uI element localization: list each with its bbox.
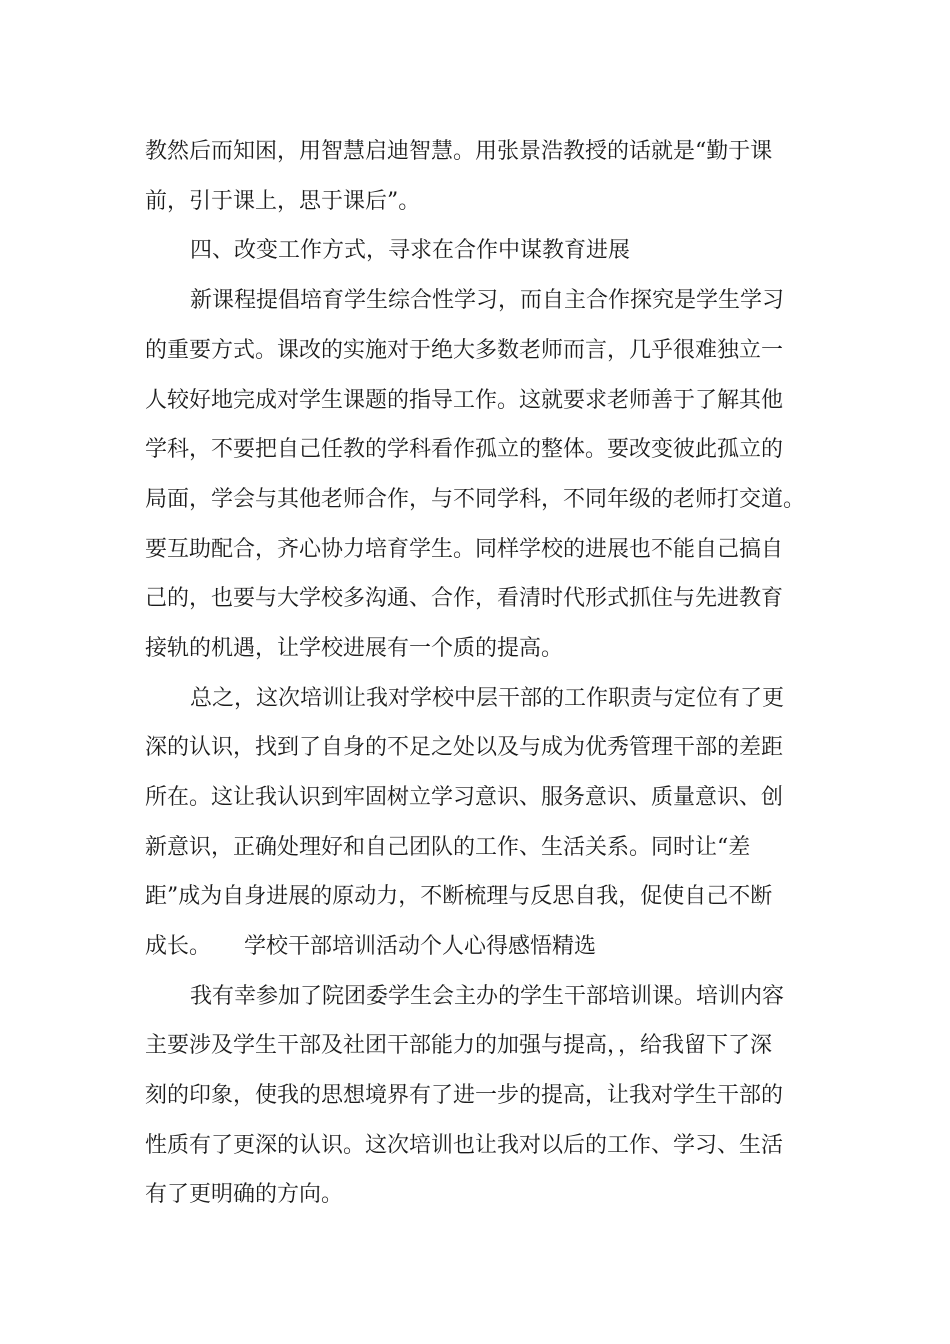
text-line: 要互助配合，齐心协力培育学生。同样学校的进展也不能自己搞自	[145, 537, 784, 562]
text-line: 人较好地完成对学生课题的指导工作。这就要求老师善于了解其他	[145, 388, 784, 413]
section-heading: 四、改变工作方式，寻求在合作中谋教育进展	[190, 238, 631, 263]
text-line: 总之，这次培训让我对学校中层干部的工作职责与定位有了更	[190, 686, 785, 711]
text-line: 新意识，正确处理好和自己团队的工作、生活关系。同时让“差	[145, 835, 751, 860]
text-line: 前，引于课上，思于课后”。	[145, 189, 421, 214]
text-line: 有了更明确的方向。	[145, 1182, 344, 1207]
text-line: 局面，学会与其他老师合作，与不同学科，不同年级的老师打交道。	[145, 487, 806, 512]
text-line: 的重要方式。课改的实施对于绝大多数老师而言，几乎很难独立一	[145, 338, 784, 363]
text-line: 我有幸参加了院团委学生会主办的学生干部培训课。培训内容	[190, 984, 785, 1009]
text-line: 新课程提倡培育学生综合性学习，而自主合作探究是学生学习	[190, 288, 785, 313]
text-line: 学科，不要把自己任教的学科看作孤立的整体。要改变彼此孤立的	[145, 437, 784, 462]
text-line: 成长。 学校干部培训活动个人心得感悟精选	[145, 934, 597, 959]
text-line: 己的，也要与大学校多沟通、合作，看清时代形式抓住与先进教育	[145, 586, 784, 611]
text-line: 教然后而知困，用智慧启迪智慧。用张景浩教授的话就是“勤于课	[145, 139, 773, 164]
text-line: 接轨的机遇，让学校进展有一个质的提高。	[145, 636, 564, 661]
text-line: 性质有了更深的认识。这次培训也让我对以后的工作、学习、生活	[145, 1133, 784, 1158]
text-line: 刻的印象，使我的思想境界有了进一步的提高，让我对学生干部的	[145, 1083, 784, 1108]
text-line: 所在。这让我认识到牢固树立学习意识、服务意识、质量意识、创	[145, 785, 784, 810]
text-line: 主要涉及学生干部及社团干部能力的加强与提高，，给我留下了深	[145, 1033, 773, 1058]
text-line: 深的认识，找到了自身的不足之处以及与成为优秀管理干部的差距	[145, 735, 784, 760]
text-line: 距”成为自身进展的原动力，不断梳理与反思自我，促使自己不断	[145, 884, 773, 909]
